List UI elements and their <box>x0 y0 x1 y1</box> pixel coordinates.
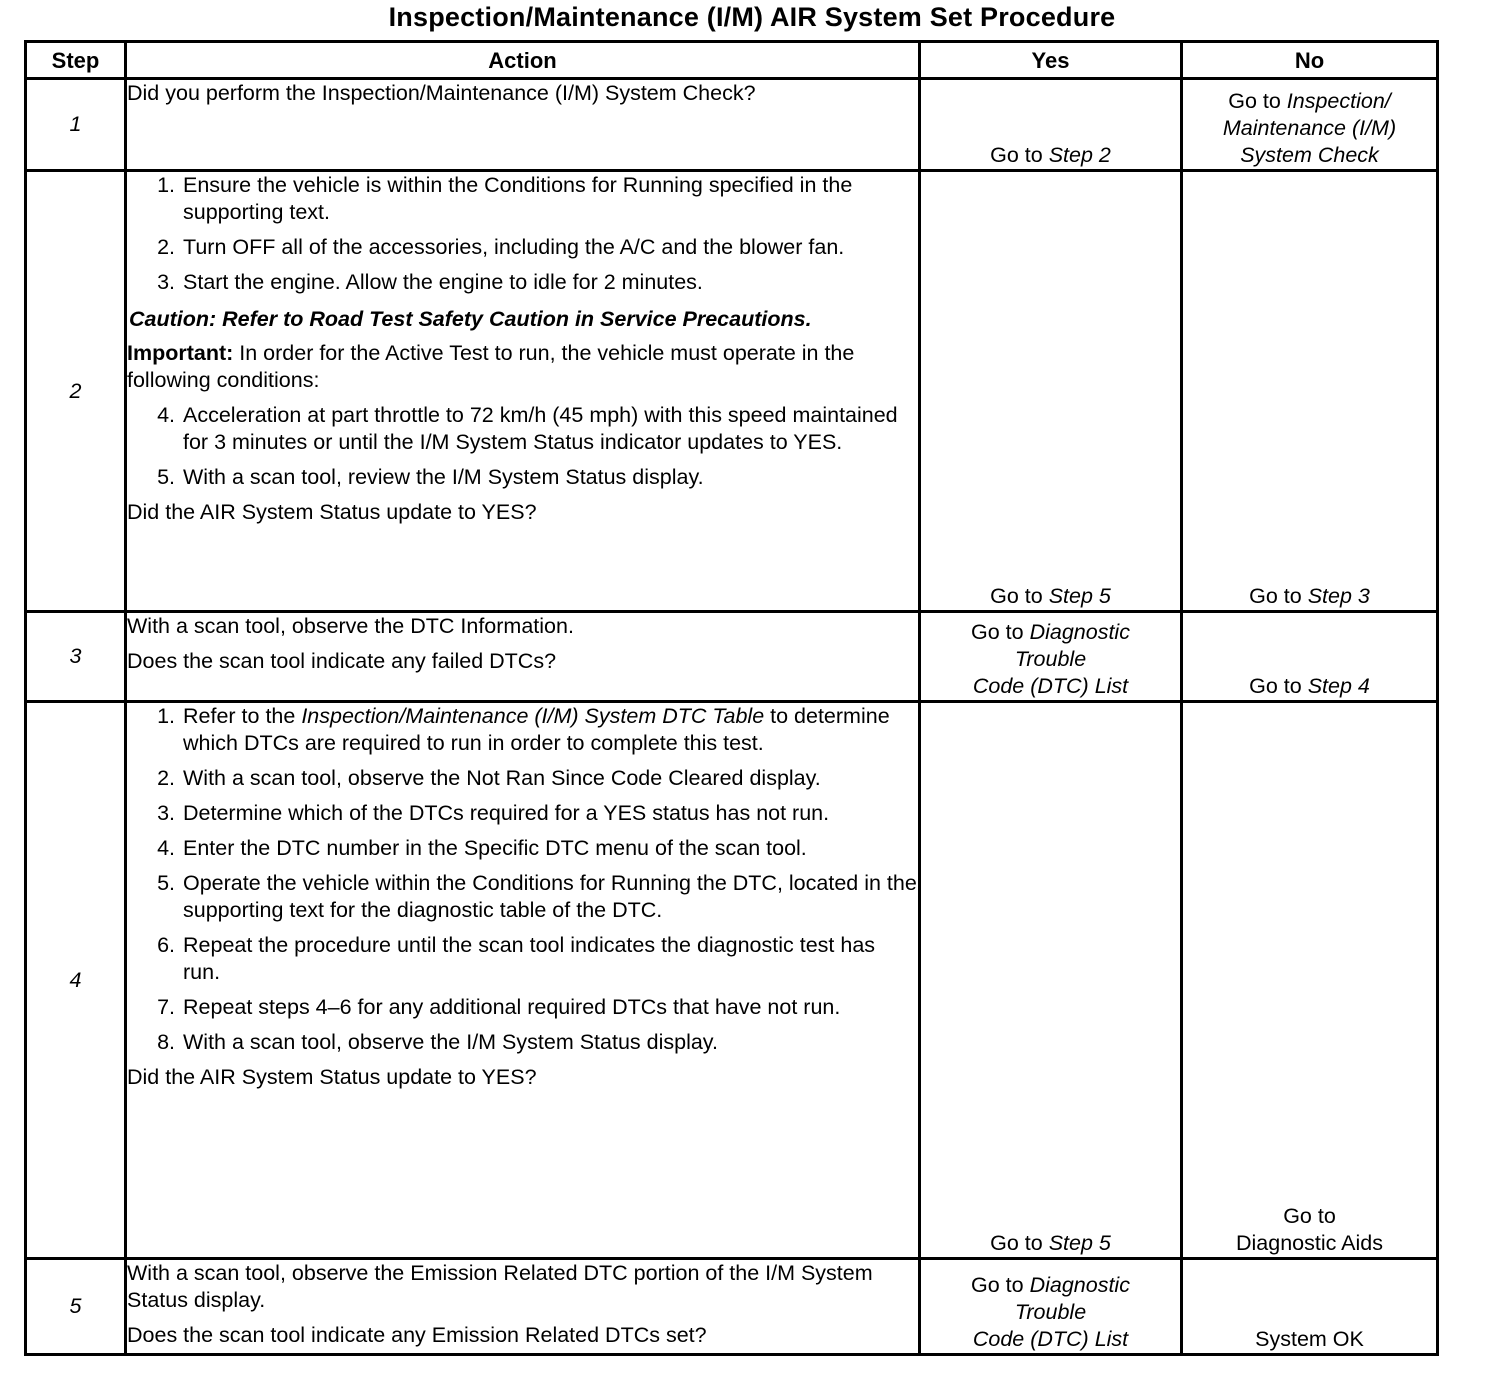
yes-cell <box>920 612 1182 702</box>
item-text: Enter the DTC number in the Specific DTC menu of the scan tool. <box>183 836 807 860</box>
list-item <box>127 269 918 296</box>
action-cell <box>126 79 920 171</box>
item-text: Turn OFF all of the accessories, including the A/C and the blower fan. <box>183 235 845 259</box>
list-item <box>127 870 918 924</box>
important-text: In order for the Active Test to run, the vehicle must operate in the following conditions: <box>127 341 855 392</box>
no-prefix: Go to <box>1249 584 1308 608</box>
yes-link[interactable]: Step 2 <box>1048 143 1111 167</box>
question-text: Does the scan tool indicate any failed DTCs? <box>127 649 557 673</box>
yes-link[interactable]: Step 5 <box>1048 584 1111 608</box>
no-line1: Go to <box>1283 1204 1336 1228</box>
item-text-pre: Refer to the <box>183 704 302 728</box>
item-text: Start the engine. Allow the engine to idle for 2 minutes. <box>183 270 703 294</box>
no-cell <box>1182 79 1438 171</box>
action-cell <box>126 702 920 1259</box>
yes-link-line1[interactable]: Diagnostic <box>1029 1273 1130 1297</box>
question-text: Did the AIR System Status update to YES? <box>127 1065 537 1089</box>
list-item <box>127 765 918 792</box>
action-list <box>127 402 918 491</box>
step-number: 3 <box>26 612 126 702</box>
dtc-table-link[interactable]: Inspection/Maintenance (I/M) System DTC Table <box>301 704 765 728</box>
yes-prefix: Go to <box>971 1273 1030 1297</box>
action-list <box>127 172 918 296</box>
yes-link-line2[interactable]: Trouble <box>1014 647 1087 671</box>
action-text: With a scan tool, observe the DTC Information. <box>127 614 574 638</box>
list-item <box>127 800 918 827</box>
yes-link-line1[interactable]: Diagnostic <box>1029 620 1130 644</box>
no-link[interactable]: Step 4 <box>1307 674 1370 698</box>
action-cell <box>126 612 920 702</box>
item-number: 6. <box>157 933 175 957</box>
no-link[interactable]: Step 3 <box>1307 584 1370 608</box>
no-cell <box>1182 702 1438 1259</box>
yes-prefix: Go to <box>990 143 1049 167</box>
question-text: Did the AIR System Status update to YES? <box>127 500 537 524</box>
no-text: System OK <box>1255 1327 1364 1351</box>
no-link-line1[interactable]: Inspection/ <box>1286 89 1391 113</box>
no-link-line2[interactable]: Maintenance (I/M) <box>1222 116 1397 140</box>
item-number: 4. <box>157 403 175 427</box>
yes-prefix: Go to <box>990 1231 1049 1255</box>
header-action: Action <box>126 42 920 79</box>
list-item <box>127 994 918 1021</box>
table-row <box>26 612 1438 702</box>
list-item <box>127 234 918 261</box>
item-number: 5. <box>157 465 175 489</box>
yes-link-line3[interactable]: Code (DTC) List <box>972 1327 1129 1351</box>
page-title: Inspection/Maintenance (I/M) AIR System Set Procedure <box>388 2 1116 32</box>
no-cell <box>1182 1259 1438 1355</box>
action-list <box>127 703 918 1056</box>
yes-link[interactable]: Step 5 <box>1048 1231 1111 1255</box>
table-row <box>26 171 1438 612</box>
caution-note: Caution: Refer to Road Test Safety Caution in Service Precautions. <box>129 307 812 331</box>
header-step: Step <box>26 42 126 79</box>
item-number: 1. <box>157 173 175 197</box>
list-item <box>127 932 918 986</box>
item-number: 7. <box>157 995 175 1019</box>
item-text: Determine which of the DTCs required for a YES status has not run. <box>183 801 830 825</box>
no-cell <box>1182 171 1438 612</box>
item-text: With a scan tool, observe the Not Ran Since Code Cleared display. <box>183 766 821 790</box>
yes-link-line3[interactable]: Code (DTC) List <box>972 674 1129 698</box>
yes-cell <box>920 79 1182 171</box>
no-prefix: Go to <box>1249 674 1308 698</box>
no-line2[interactable]: Diagnostic Aids <box>1236 1231 1383 1255</box>
step-number: 2 <box>26 171 126 612</box>
item-number: 3. <box>157 801 175 825</box>
item-number: 1. <box>157 704 175 728</box>
action-text: With a scan tool, observe the Emission Related DTC portion of the I/M System Status display. <box>127 1261 873 1312</box>
item-text: With a scan tool, review the I/M System Status display. <box>183 465 704 489</box>
list-item <box>127 835 918 862</box>
list-item <box>127 464 918 491</box>
list-item <box>127 1029 918 1056</box>
item-text <box>183 703 918 757</box>
action-cell <box>126 1259 920 1355</box>
item-number: 8. <box>157 1030 175 1054</box>
item-text: Ensure the vehicle is within the Conditions for Running specified in the supporting text. <box>183 173 853 224</box>
list-item <box>127 172 918 226</box>
yes-link-line2[interactable]: Trouble <box>1014 1300 1087 1324</box>
header-no: No <box>1182 42 1438 79</box>
step-number: 1 <box>26 79 126 171</box>
step-number: 5 <box>26 1259 126 1355</box>
no-cell <box>1182 612 1438 702</box>
yes-cell <box>920 1259 1182 1355</box>
item-text: Repeat the procedure until the scan tool indicates the diagnostic test has run. <box>183 933 876 984</box>
important-note <box>127 340 918 394</box>
action-cell <box>126 171 920 612</box>
no-prefix: Go to <box>1228 89 1287 113</box>
item-text-post: to determine which DTCs are required to run in order to complete this test. <box>183 704 890 755</box>
yes-prefix: Go to <box>971 620 1030 644</box>
header-yes: Yes <box>920 42 1182 79</box>
question-text: Did you perform the Inspection/Maintenance (I/M) System Check? <box>127 81 756 105</box>
table-row <box>26 79 1438 171</box>
yes-cell <box>920 702 1182 1259</box>
item-number: 2. <box>157 766 175 790</box>
item-text: With a scan tool, observe the I/M System Status display. <box>183 1030 718 1054</box>
item-number: 5. <box>157 871 175 895</box>
yes-prefix: Go to <box>990 584 1049 608</box>
item-text: Operate the vehicle within the Conditions for Running the DTC, located in the supporting text for the diagnostic table of the DTC. <box>183 871 917 922</box>
header-row <box>26 42 1438 79</box>
procedure-table <box>24 40 1439 1356</box>
item-text: Repeat steps 4–6 for any additional required DTCs that have not run. <box>183 995 841 1019</box>
table-row <box>26 702 1438 1259</box>
yes-cell <box>920 171 1182 612</box>
no-link-line3[interactable]: System Check <box>1240 143 1379 167</box>
table-row <box>26 1259 1438 1355</box>
list-item <box>127 402 918 456</box>
item-number: 2. <box>157 235 175 259</box>
step-number: 4 <box>26 702 126 1259</box>
item-text: Acceleration at part throttle to 72 km/h (45 mph) with this speed maintained for 3 minutes or until the I/M System Status indicator updates to YES. <box>183 403 898 454</box>
important-label: Important: <box>127 341 234 365</box>
list-item <box>127 703 918 757</box>
item-number: 4. <box>157 836 175 860</box>
question-text: Does the scan tool indicate any Emission Related DTCs set? <box>127 1323 707 1347</box>
item-number: 3. <box>157 270 175 294</box>
